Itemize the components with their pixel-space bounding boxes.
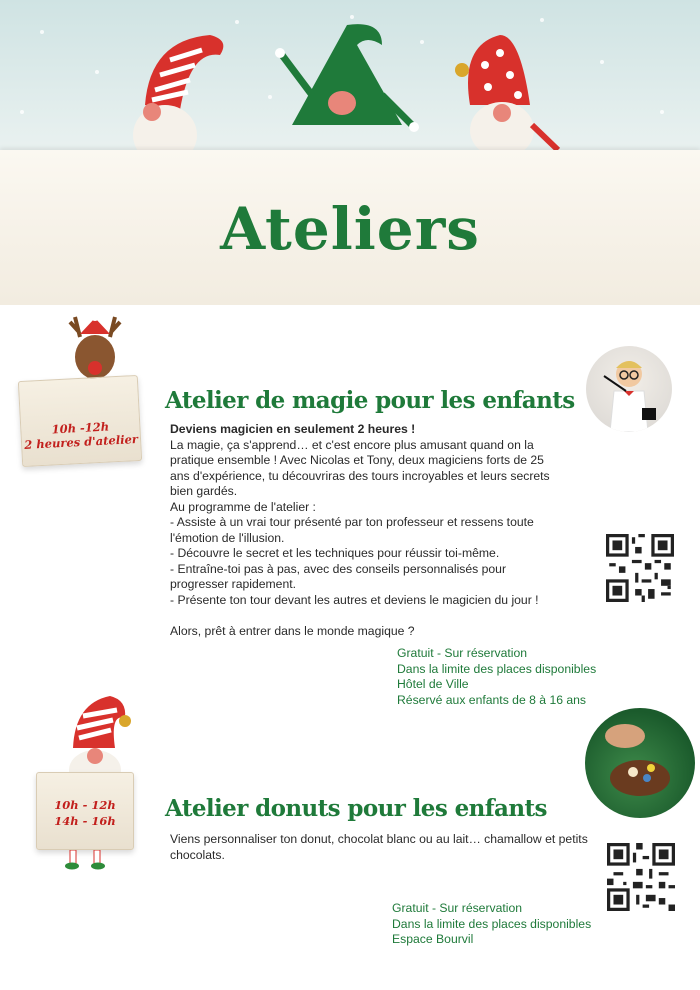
sign-line: 10h - 12h (54, 798, 116, 812)
section-title: Atelier donuts pour les enfants (165, 795, 547, 822)
workshop-description (170, 832, 590, 863)
info-line: Dans la limite des places disponibles (397, 661, 597, 676)
tree-gnome-illustration (262, 15, 432, 150)
header-banner (0, 0, 700, 305)
paragraph: Alors, prêt à entrer dans le monde magique ? (170, 623, 415, 638)
info-line: Gratuit - Sur réservation (392, 901, 523, 915)
info-line: Dans la limite des places disponibles (392, 916, 592, 931)
schedule-sign (36, 772, 134, 850)
info-line: Gratuit - Sur réservation (397, 646, 528, 660)
qr-code-icon[interactable] (606, 534, 674, 602)
workshop-intro: Deviens magicien en seulement 2 heures ! (170, 422, 416, 436)
page-title: Ateliers (220, 195, 480, 263)
paragraph: La magie, ça s'apprend… et c'est encore plus amusant quand on la pratique ensemble ! Avec Nicolas et Tony, deux magiciens forts de 25 ans d'expérience, tu découvriras des tours incroyables et leurs secrets bien gardés. (170, 437, 550, 498)
paragraph: - Entraîne-toi pas à pas, avec des conseils personnalisés pour progresser rapidement. (170, 561, 507, 591)
workshop-description (170, 422, 560, 639)
section-title: Atelier de magie pour les enfants (165, 387, 575, 414)
sign-line: 14h - 16h (54, 814, 116, 828)
donut-photo (585, 708, 695, 818)
sign-line: 2 heures d'atelier (23, 432, 139, 452)
paragraph: - Assiste à un vrai tour présenté par ton professeur et ressens toute l'émotion de l'illusion. (170, 515, 534, 545)
paragraph: - Présente ton tour devant les autres et deviens le magicien du jour ! (170, 592, 539, 607)
info-line: Hôtel de Ville (397, 677, 469, 691)
gnome-feet (64, 850, 108, 870)
workshop-info (397, 646, 596, 708)
magician-photo (586, 346, 672, 432)
paragraph: Au programme de l'atelier : (170, 499, 316, 514)
info-line: Réservé aux enfants de 8 à 16 ans (397, 692, 587, 707)
paragraph: - Découvre le secret et les techniques pour réussir toi-même. (170, 546, 500, 560)
schedule-sign (18, 375, 142, 467)
info-line: Espace Bourvil (392, 932, 474, 946)
sign-line: 10h -12h (51, 419, 110, 437)
qr-code-icon[interactable] (607, 843, 675, 911)
paragraph: Viens personnaliser ton donut, chocolat blanc ou au lait… chamallow et petits chocolats. (170, 832, 588, 862)
workshop-info (392, 901, 591, 948)
paragraph (170, 608, 560, 624)
